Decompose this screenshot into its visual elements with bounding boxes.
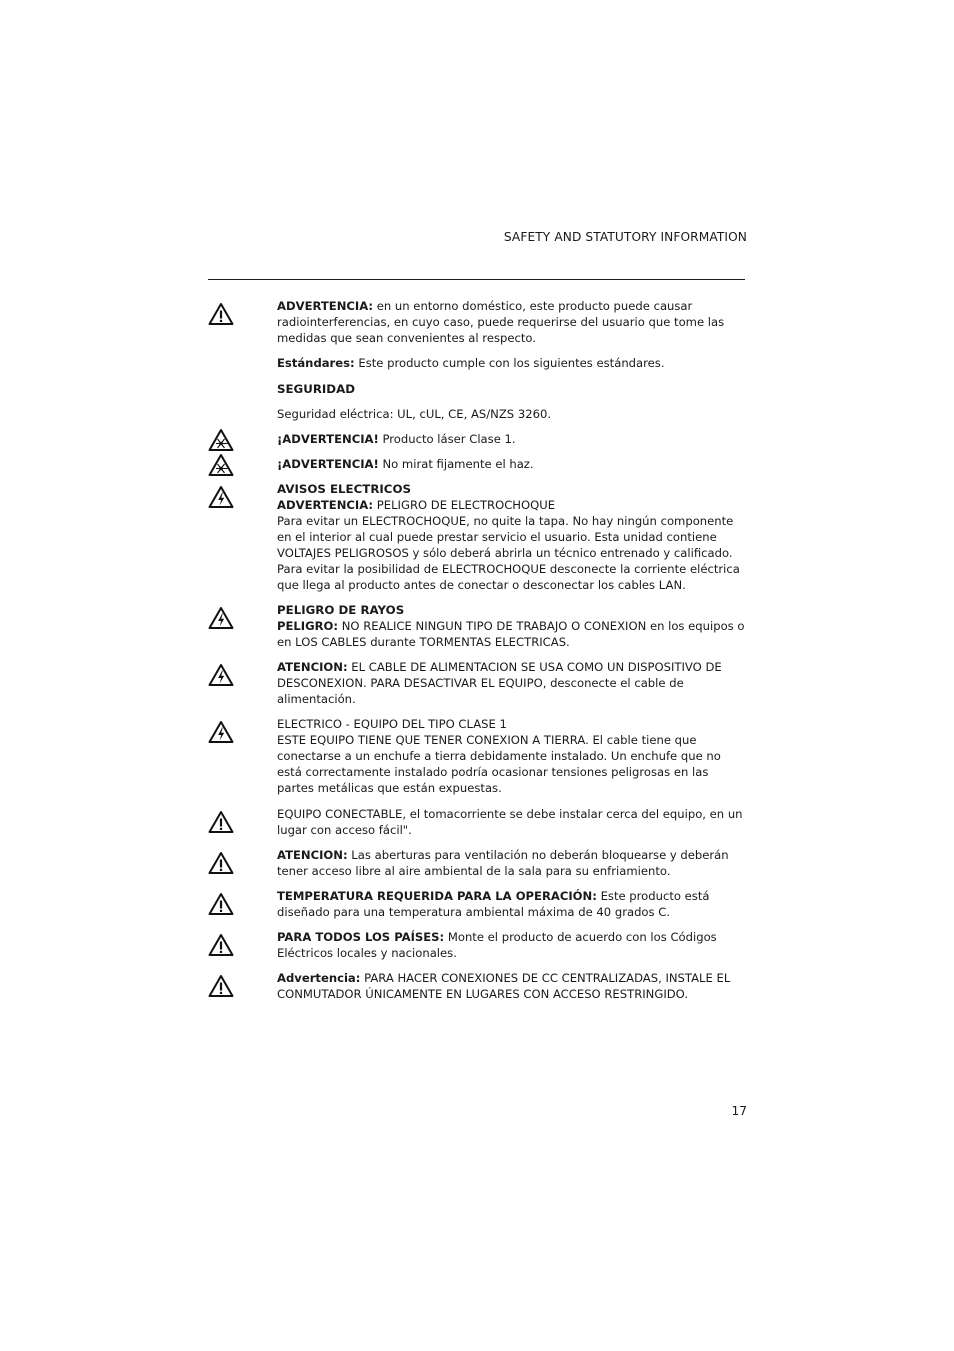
section-lead: PARA TODOS LOS PAÍSES: bbox=[277, 930, 445, 944]
page-number: 17 bbox=[731, 1104, 747, 1118]
section-lead: PELIGRO: bbox=[277, 619, 339, 633]
laser-warning-icon bbox=[208, 453, 234, 477]
dc-connection-restricted-access-notice bbox=[277, 970, 745, 1002]
electric-shock-warning-icon bbox=[208, 485, 234, 509]
section-text: en un entorno doméstico, este producto puede causar radiointerferencias, en cuyo caso, puede requerirse del usuario que tome las medidas que sean convenientes al respecto. bbox=[277, 299, 725, 345]
laser-beam-warning bbox=[277, 456, 745, 472]
section-text: PARA HACER CONEXIONES DE CC CENTRALIZADAS, INSTALE EL CONMUTADOR ÚNICAMENTE EN LUGARES CON ACCESO RESTRINGIDO. bbox=[277, 971, 731, 1001]
section-text: EQUIPO CONECTABLE, el tomacorriente se debe instalar cerca del equipo, en un lugar con acceso fácil". bbox=[277, 807, 743, 837]
ventilation-notice bbox=[277, 847, 745, 879]
section-text: No mirat fijamente el haz. bbox=[378, 457, 534, 471]
warning-exclamation-icon bbox=[208, 974, 234, 998]
section-heading: SEGURIDAD bbox=[277, 382, 356, 396]
laser-warning-icon bbox=[208, 428, 234, 452]
class-1-grounding-notice bbox=[277, 716, 745, 796]
section-text: Este producto está diseñado para una temperatura ambiental máxima de 40 grados C. bbox=[277, 889, 710, 919]
electric-shock-warning-icon bbox=[208, 606, 234, 630]
section-lead: ¡ADVERTENCIA! bbox=[277, 457, 379, 471]
electrical-notices bbox=[277, 481, 745, 593]
section-text: Monte el producto de acuerdo con los Códigos Eléctricos locales y nacionales. bbox=[277, 930, 717, 960]
all-countries-notice bbox=[277, 929, 745, 961]
section-heading: PELIGRO DE RAYOS bbox=[277, 603, 405, 617]
operating-temperature-notice bbox=[277, 888, 745, 920]
warning-exclamation-icon bbox=[208, 933, 234, 957]
security-heading-block bbox=[277, 381, 745, 397]
section-lead: ¡ADVERTENCIA! bbox=[277, 432, 379, 446]
section-text: Para evitar un ELECTROCHOQUE, no quite la tapa. No hay ningún componente en el interior al cual puede prestar servicio el usuario. Esta unidad contiene VOLTAJES PELIGROSOS y sólo deberá abrirla un técnico entrenado y calificado. Para evitar la posibilidad de ELECTROCHOQUE desconecte la corriente eléctrica que llega al producto antes de conectar o desconectar los cables LAN. bbox=[277, 514, 740, 592]
section-lead: Advertencia: bbox=[277, 971, 361, 985]
warning-exclamation-icon bbox=[208, 851, 234, 875]
electrical-safety-standards bbox=[277, 406, 745, 422]
section-lead: TEMPERATURA REQUERIDA PARA LA OPERACIÓN: bbox=[277, 889, 597, 903]
section-text: Las aberturas para ventilación no deberán bloquearse y deberán tener acceso libre al aire ambiental de la sala para su enfriamiento. bbox=[277, 848, 729, 878]
pluggable-equipment-notice bbox=[277, 806, 745, 838]
running-title: SAFETY AND STATUTORY INFORMATION bbox=[503, 230, 747, 244]
section-lead: ATENCION: bbox=[277, 848, 348, 862]
section-heading: AVISOS ELECTRICOS bbox=[277, 482, 411, 496]
warning-exclamation-icon bbox=[208, 302, 234, 326]
lightning-danger bbox=[277, 602, 745, 650]
section-subtitle: ELECTRICO - EQUIPO DEL TIPO CLASE 1 bbox=[277, 717, 507, 731]
warning-exclamation-icon bbox=[208, 892, 234, 916]
section-lead: Estándares: bbox=[277, 356, 355, 370]
section-text: NO REALICE NINGUN TIPO DE TRABAJO O CONEXION en los equipos o en LOS CABLES durante TORMENTAS ELECTRICAS. bbox=[277, 619, 745, 649]
electric-shock-warning-icon bbox=[208, 663, 234, 687]
section-lead: ATENCION: bbox=[277, 660, 348, 674]
section-text: Seguridad eléctrica: UL, cUL, CE, AS/NZS 3260. bbox=[277, 407, 552, 421]
section-text: Este producto cumple con los siguientes estándares. bbox=[354, 356, 665, 370]
section-lead: ADVERTENCIA: bbox=[277, 299, 374, 313]
power-cord-disconnect-notice bbox=[277, 659, 745, 707]
section-text: Producto láser Clase 1. bbox=[378, 432, 516, 446]
section-text: ESTE EQUIPO TIENE QUE TENER CONEXION A TIERRA. El cable tiene que conectarse a un enchufe a tierra debidamente instalado. Un enchufe que no está correctamente instalado podría ocasionar tensiones peligrosas en las partes metálicas que están expuestas. bbox=[277, 733, 721, 795]
warning-exclamation-icon bbox=[208, 810, 234, 834]
section-text: EL CABLE DE ALIMENTACION SE USA COMO UN DISPOSITIVO DE DESCONEXION. PARA DESACTIVAR EL EQUIPO, desconecte el cable de alimentación. bbox=[277, 660, 722, 706]
section-lead: ADVERTENCIA: bbox=[277, 498, 374, 512]
laser-class-warning bbox=[277, 431, 745, 447]
electric-shock-warning-icon bbox=[208, 720, 234, 744]
warning-domestic-interference bbox=[277, 298, 745, 346]
standards-statement bbox=[277, 355, 745, 371]
section-subtitle: PELIGRO DE ELECTROCHOQUE bbox=[373, 498, 556, 512]
